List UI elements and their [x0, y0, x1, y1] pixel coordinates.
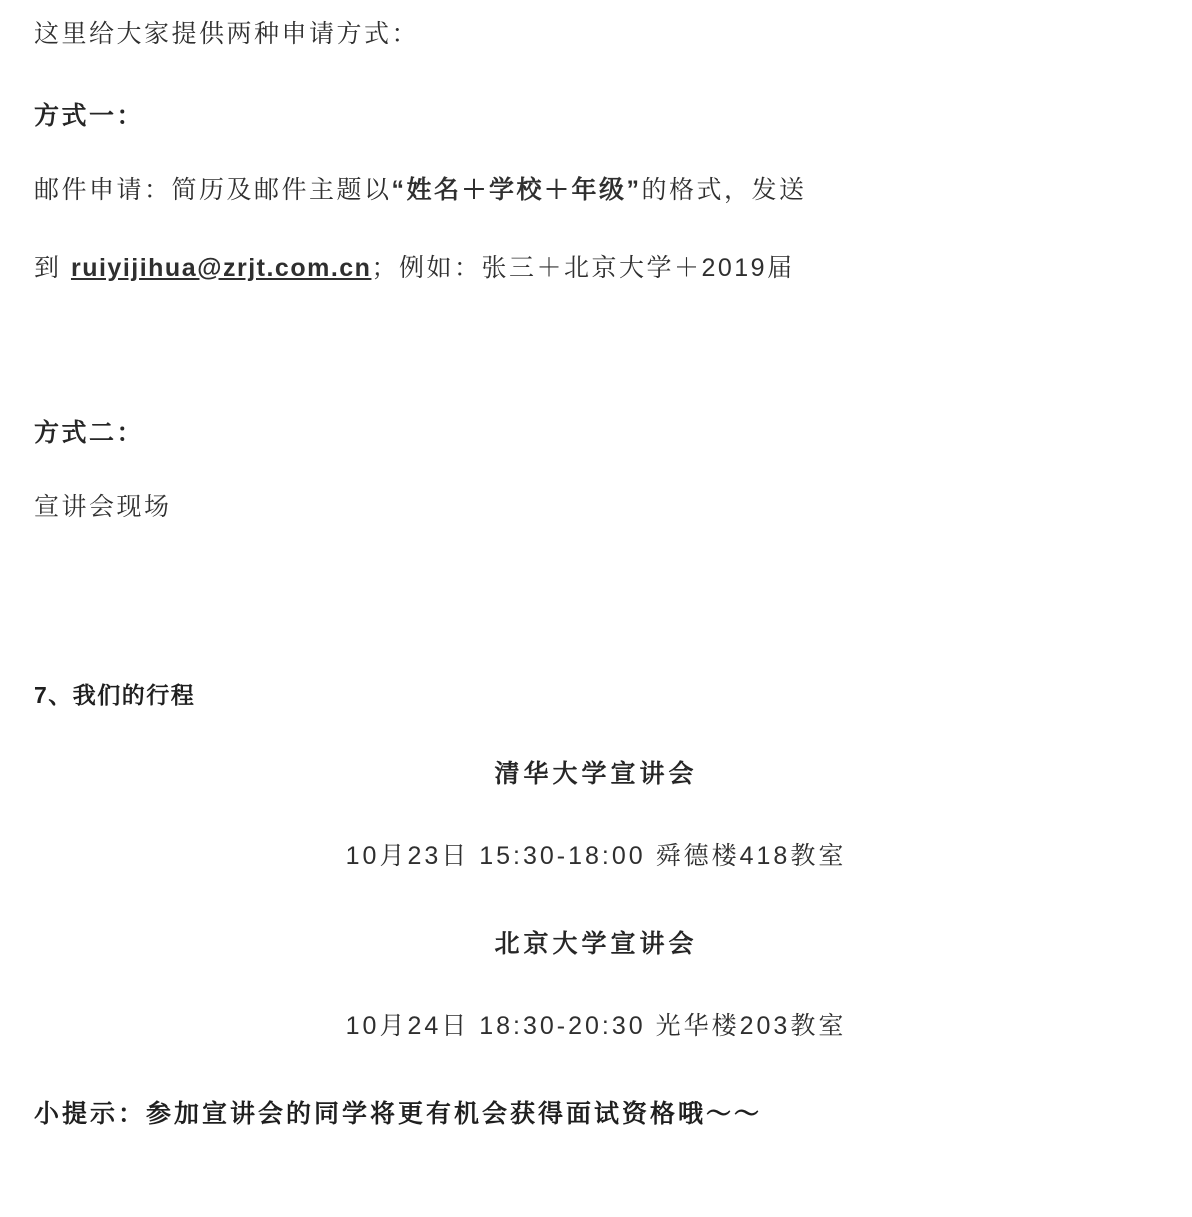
method-one-format-quote: “姓名＋学校＋年级”: [391, 175, 642, 204]
event-detail-tsinghua: 10月23日 15:30-18:00 舜德楼418教室: [345, 842, 847, 870]
method-one-line1-pre: 邮件申请：简历及邮件主题以: [34, 175, 392, 204]
event-title-peking: 北京大学宣讲会: [494, 930, 698, 958]
method-one-line1-post: 的格式，发送: [641, 175, 807, 204]
section-spacer-1: [34, 329, 1158, 413]
event-detail-peking: 10月24日 18:30-20:30 光华楼203教室: [345, 1012, 847, 1040]
method-one-line-2: [34, 252, 1158, 286]
event-title-tsinghua: 清华大学宣讲会: [494, 760, 698, 788]
itinerary-tip: 小提示：参加宣讲会的同学将更有机会获得面试资格哦～～: [34, 1100, 763, 1128]
method-two-body: 宣讲会现场: [34, 493, 172, 522]
method-one-line-1: [34, 174, 1158, 208]
method-one-heading: 方式一：: [34, 101, 145, 130]
intro-paragraph: 这里给大家提供两种申请方式：: [34, 20, 420, 48]
method-two-heading: 方式二：: [34, 419, 145, 448]
method-one-body: [34, 174, 1158, 286]
itinerary-section-heading: 7、我们的行程: [34, 682, 196, 708]
method-one-line2-pre: 到: [34, 253, 62, 282]
application-email-link[interactable]: ruiyijihua@zrjt.com.cn: [70, 253, 372, 282]
method-one-line2-post: ；例如：张三＋北京大学＋2019届: [371, 253, 795, 282]
section-spacer-2: [34, 569, 1158, 677]
